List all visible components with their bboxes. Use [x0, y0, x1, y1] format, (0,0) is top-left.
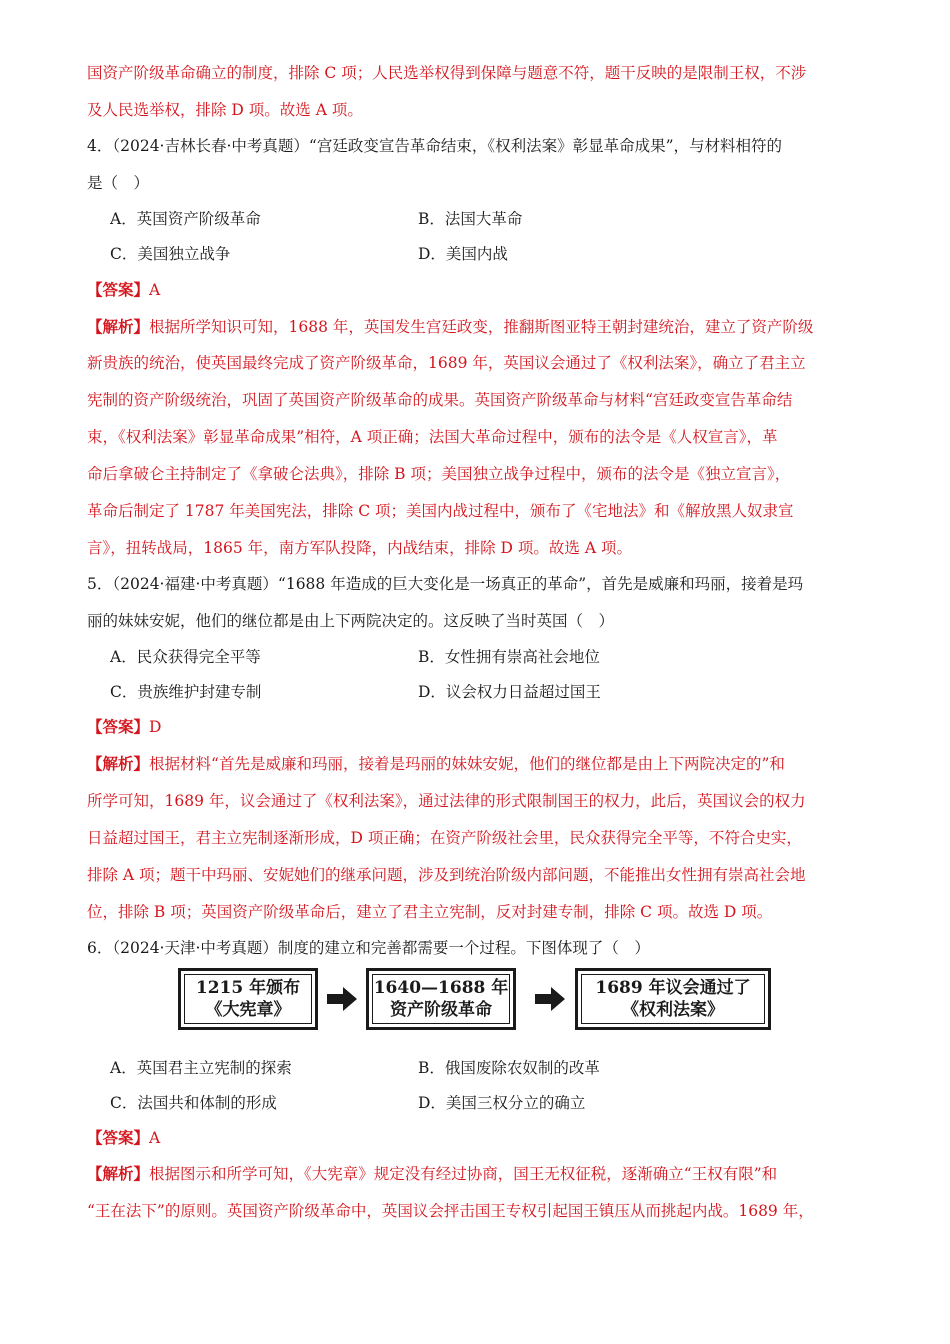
flow-box-line: 《大宪章》 [205, 1000, 291, 1020]
right-arrow-icon [327, 987, 357, 1011]
analysis-tag: 【解析】 [87, 317, 150, 336]
q5-option-d: D．议会权力日益超过国王 [418, 683, 601, 701]
q5-option-a: A．民众获得完全平等 [110, 648, 261, 666]
flow-box-line: 1640—1688 年 [373, 978, 509, 998]
q4-option-b: B．法国大革命 [418, 210, 523, 228]
q4-analysis-line: 革命后制定了 1787 年美国宪法，排除 C 项；美国内战过程中，颁布了《宅地法》和《解放黑人奴隶宣 [87, 502, 794, 520]
q5-option-b: B．女性拥有崇高社会地位 [418, 648, 600, 666]
timeline-flow-diagram [178, 968, 778, 1040]
q5-answer [87, 716, 161, 738]
answer-value: A [149, 281, 161, 299]
analysis-text: 根据材料“首先是威廉和玛丽，接着是玛丽的妹妹安妮，他们的继位都是由上下两院决定的”和 [149, 755, 785, 773]
q6-option-d: D．美国三权分立的确立 [418, 1094, 586, 1112]
analysis-tag: 【解析】 [87, 1164, 150, 1183]
q6-analysis-line [87, 1163, 777, 1185]
q5-analysis-line [87, 753, 785, 775]
q5-analysis-line: 日益超过国王，君主立宪制逐渐形成，D 项正确；在资产阶级社会里，民众获得完全平等，不符合史实， [87, 829, 802, 847]
q4-option-c: C．美国独立战争 [110, 245, 231, 263]
q4-analysis-line: 新贵族的统治，使英国最终完成了资产阶级革命，1689 年，英国议会通过了《权利法案》，确立了君主立 [87, 354, 806, 372]
flow-box-line: 1689 年议会通过了 [595, 978, 751, 998]
q6-answer [87, 1127, 160, 1149]
analysis-line: 及人民选举权，排除 D 项。故选 A 项。 [87, 101, 363, 119]
q4-stem-line: 是（ ） [87, 174, 150, 192]
analysis-text: 根据所学知识可知，1688 年，英国发生宫廷政变，推翻斯图亚特王朝封建统治，建立了资产阶级 [149, 318, 814, 336]
q5-stem-line: 5．（2024·福建·中考真题）“1688 年造成的巨大变化是一场真正的革命”，首先是威廉和玛丽，接着是玛 [87, 575, 804, 593]
answer-value: A [149, 1129, 161, 1147]
flow-box-revolution [366, 968, 516, 1030]
q6-option-a: A．英国君主立宪制的探索 [110, 1059, 292, 1077]
q4-analysis-line: 宪制的资产阶级统治，巩固了英国资产阶级革命的成果。英国资产阶级革命与材料“宫廷政变宣告革命结 [87, 391, 793, 409]
flow-box-line: 资产阶级革命 [390, 1000, 492, 1020]
q4-stem-line: 4．（2024·吉林长春·中考真题）“宫廷政变宣告革命结束，《权利法案》彰显革命成果”，与材料相符的 [87, 137, 783, 155]
answer-tag: 【答案】 [87, 1128, 150, 1147]
answer-value: D [149, 718, 162, 736]
q4-analysis-line: 言》，扭转战局，1865 年，南方军队投降，内战结束，排除 D 项。故选 A 项。 [87, 539, 632, 557]
answer-tag: 【答案】 [87, 280, 150, 299]
analysis-text: 根据图示和所学可知，《大宪章》规定没有经过协商，国王无权征税，逐渐确立“王权有限”和 [149, 1165, 778, 1183]
q4-answer [87, 279, 160, 301]
q6-analysis-line: “王在法下”的原则。英国资产阶级革命中，英国议会抨击国王专权引起国王镇压从而挑起内战。1689 年， [87, 1202, 814, 1220]
flow-box-line: 1215 年颁布 [195, 978, 301, 998]
q6-option-c: C．法国共和体制的形成 [110, 1094, 277, 1112]
flow-box-bill-of-rights [575, 968, 771, 1030]
answer-tag: 【答案】 [87, 717, 150, 736]
q5-analysis-line: 排除 A 项；题干中玛丽、安妮她们的继承问题，涉及到统治阶级内部问题，不能推出女性拥有崇高社会地 [87, 866, 806, 884]
flow-box-line: 《权利法案》 [622, 1000, 724, 1020]
flow-box-magna-carta [178, 968, 318, 1030]
q5-analysis-line: 位，排除 B 项；英国资产阶级革命后，建立了君主立宪制，反对封建专制，排除 C 项。故选 D 项。 [87, 903, 773, 921]
q5-stem-line: 丽的妹妹安妮，他们的继位都是由上下两院决定的。这反映了当时英国（ ） [87, 612, 615, 630]
q4-analysis-line: 命后拿破仑主持制定了《拿破仑法典》，排除 B 项；美国独立战争过程中，颁布的法令是《独立宣言》， [87, 465, 791, 483]
right-arrow-icon [535, 987, 565, 1011]
analysis-tag: 【解析】 [87, 754, 150, 773]
q4-analysis-line [87, 316, 813, 338]
q4-analysis-line: 束，《权利法案》彰显革命成果”相符，A 项正确；法国大革命过程中，颁布的法令是《人权宣言》，革 [87, 428, 778, 446]
q6-option-b: B．俄国废除农奴制的改革 [418, 1059, 600, 1077]
q5-analysis-line: 所学可知，1689 年，议会通过了《权利法案》，通过法律的形式限制国王的权力，此后，英国议会的权力 [87, 792, 806, 810]
q4-option-a: A．英国资产阶级革命 [110, 210, 261, 228]
q4-option-d: D．美国内战 [418, 245, 508, 263]
q5-option-c: C．贵族维护封建专制 [110, 683, 262, 701]
q6-stem-line: 6．（2024·天津·中考真题）制度的建立和完善都需要一个过程。下图体现了（ ） [87, 939, 650, 957]
analysis-line: 国资产阶级革命确立的制度，排除 C 项；人民选举权得到保障与题意不符，题干反映的是限制王权，不涉 [87, 64, 807, 82]
